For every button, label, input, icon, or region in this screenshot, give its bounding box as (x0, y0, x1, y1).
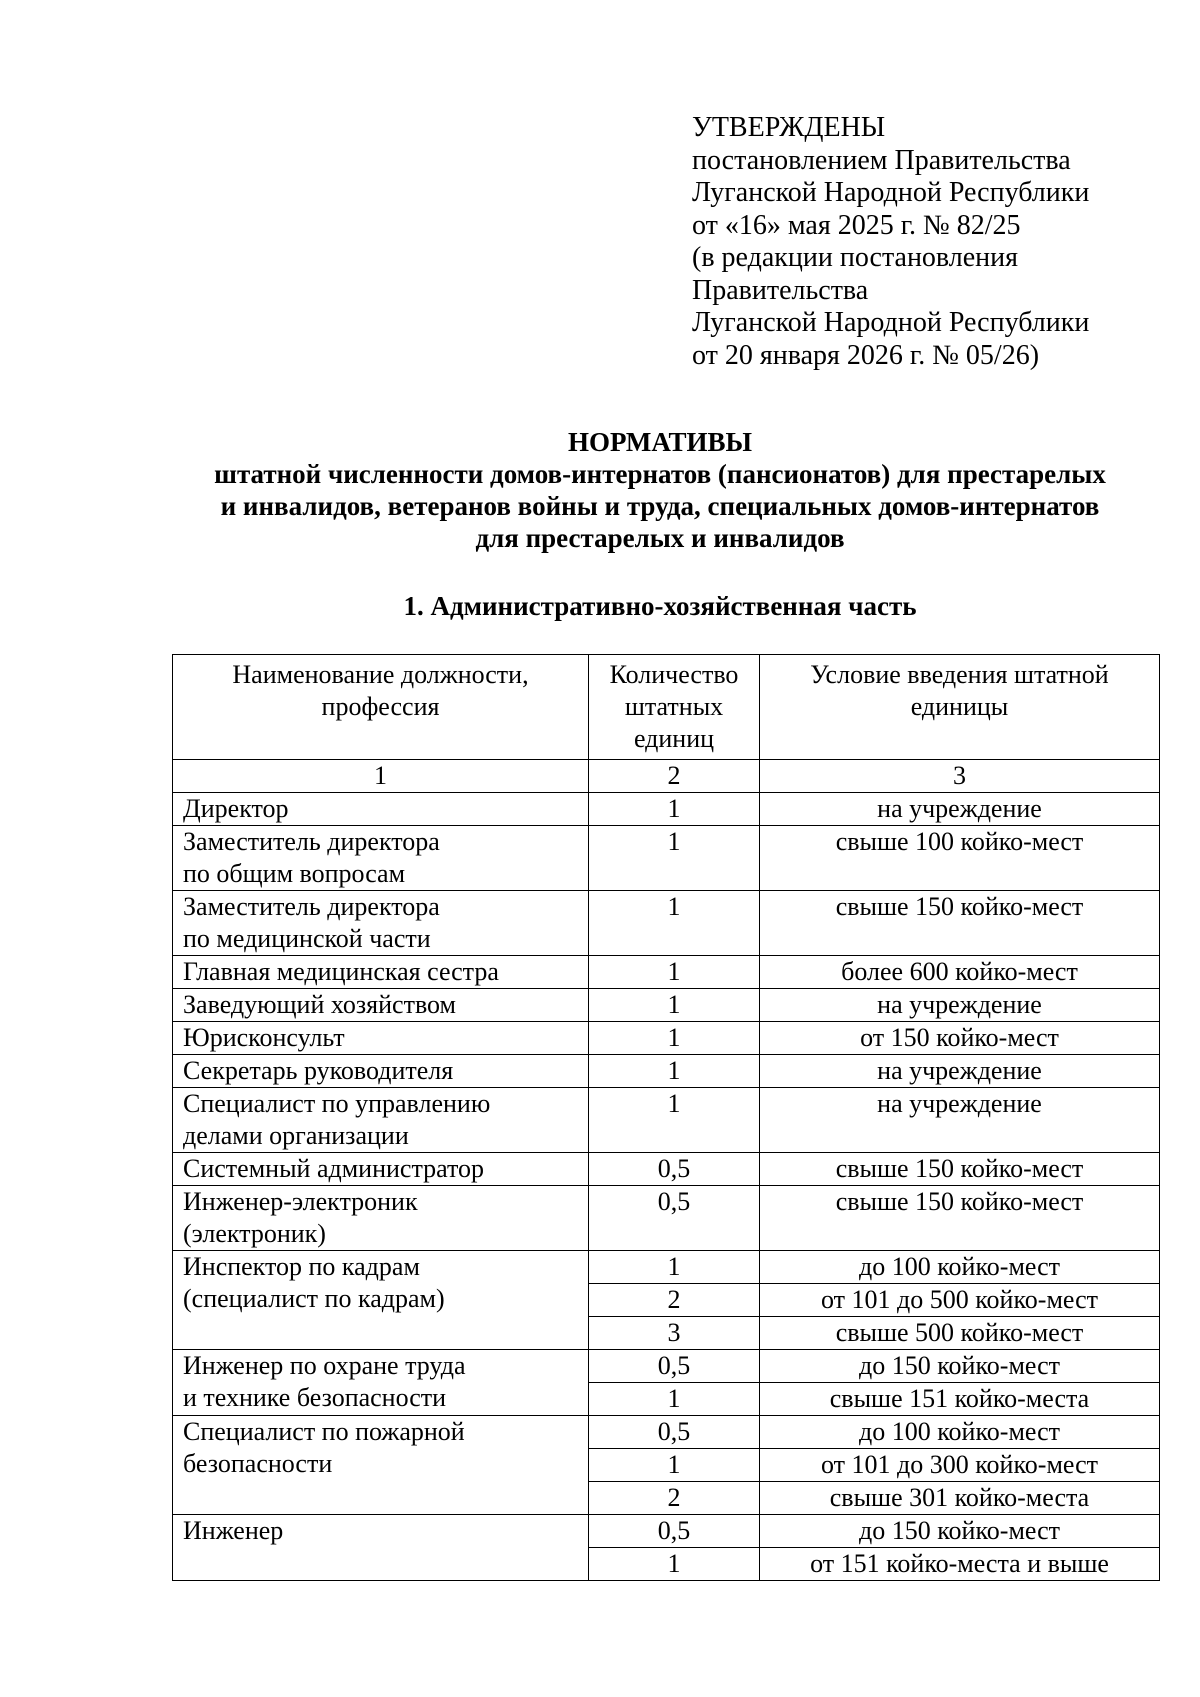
table-row (173, 1055, 1160, 1088)
condition-cell: до 150 койко-мест (760, 1515, 1160, 1548)
position-name: Директор (183, 794, 289, 823)
condition-cell: на учреждение (760, 1055, 1160, 1088)
table-row (173, 826, 1160, 891)
unit-count-cell: 1 (589, 1251, 760, 1284)
unit-count-cell: 0,5 (589, 1515, 760, 1548)
table-row (173, 891, 1160, 956)
unit-count-cell: 1 (589, 891, 760, 956)
position-name-cell (173, 1416, 589, 1515)
position-name: Заместитель директора (183, 827, 440, 856)
position-name-cell (173, 1515, 589, 1581)
position-name: Инженер (183, 1516, 284, 1545)
title-heading: НОРМАТИВЫ (567, 427, 753, 457)
unit-count-cell: 2 (589, 1482, 760, 1515)
position-name-cell (173, 1153, 589, 1186)
position-name: Инженер по охране труда (183, 1351, 466, 1380)
position-name: (специалист по кадрам) (183, 1284, 445, 1313)
position-name: Специалист по управлению (183, 1089, 491, 1118)
unit-count-cell: 0,5 (589, 1153, 760, 1186)
condition-cell: свыше 500 койко-мест (760, 1317, 1160, 1350)
approval-stamp (692, 112, 1089, 372)
position-name-cell (173, 1055, 589, 1088)
position-name-cell (173, 989, 589, 1022)
table-row (173, 1515, 1160, 1548)
condition-cell: до 100 койко-мест (760, 1416, 1160, 1449)
column-number: 1 (173, 760, 589, 793)
position-name: Системный администратор (183, 1154, 485, 1183)
position-name: (электроник) (183, 1219, 326, 1248)
position-name: Заведующий хозяйством (183, 990, 456, 1019)
unit-count-cell: 1 (589, 1449, 760, 1482)
column-number: 3 (760, 760, 1160, 793)
column-number: 2 (589, 760, 760, 793)
unit-count-cell: 0,5 (589, 1416, 760, 1449)
position-name: Заместитель директора (183, 892, 440, 921)
position-name-cell (173, 793, 589, 826)
header-condition: Условие введения штатной единицы (760, 655, 1160, 760)
column-number-row (173, 760, 1160, 793)
condition-cell: от 101 до 300 койко-мест (760, 1449, 1160, 1482)
header-position-name: Наименование должности, профессия (173, 655, 589, 760)
unit-count-cell: 3 (589, 1317, 760, 1350)
position-name-cell (173, 956, 589, 989)
position-name-cell (173, 1186, 589, 1251)
condition-cell: до 150 койко-мест (760, 1350, 1160, 1383)
position-name: делами организации (183, 1121, 409, 1150)
condition-cell: свыше 150 койко-мест (760, 1153, 1160, 1186)
unit-count-cell: 1 (589, 1383, 760, 1416)
position-name: безопасности (183, 1449, 333, 1478)
unit-count-cell: 1 (589, 793, 760, 826)
condition-cell: более 600 койко-мест (760, 956, 1160, 989)
position-name: Инспектор по кадрам (183, 1252, 420, 1281)
position-name-cell (173, 1251, 589, 1350)
approval-line: Луганской Народной Республики (692, 177, 1090, 208)
position-name: по медицинской части (183, 924, 431, 953)
position-name-cell (173, 891, 589, 956)
position-name: и технике безопасности (183, 1383, 447, 1412)
condition-cell: от 150 койко-мест (760, 1022, 1160, 1055)
position-name: Секретарь руководителя (183, 1056, 454, 1085)
condition-cell: свыше 150 койко-мест (760, 1186, 1160, 1251)
approval-line: Луганской Народной Республики (692, 307, 1090, 338)
position-name-cell (173, 1022, 589, 1055)
title-line: для престарелых и инвалидов (475, 523, 845, 553)
unit-count-cell: 1 (589, 1022, 760, 1055)
position-name: Инженер-электроник (183, 1187, 418, 1216)
unit-count-cell: 2 (589, 1284, 760, 1317)
unit-count-cell: 1 (589, 1548, 760, 1581)
table-row (173, 1416, 1160, 1449)
unit-count-cell: 1 (589, 956, 760, 989)
table-row (173, 1153, 1160, 1186)
unit-count-cell: 1 (589, 1088, 760, 1153)
condition-cell: свыше 150 койко-мест (760, 891, 1160, 956)
section-title: 1. Административно-хозяйственная часть (403, 591, 917, 621)
table-row (173, 793, 1160, 826)
header-unit-count: Количество штатных единиц (589, 655, 760, 760)
document-title (140, 426, 1180, 554)
condition-cell: на учреждение (760, 793, 1160, 826)
table-row (173, 1186, 1160, 1251)
title-line: и инвалидов, ветеранов войны и труда, специальных домов-интернатов (220, 491, 1100, 521)
approval-line: (в редакции постановления (692, 242, 1019, 273)
position-name: Главная медицинская сестра (183, 957, 499, 986)
unit-count-cell: 1 (589, 989, 760, 1022)
condition-cell: на учреждение (760, 1088, 1160, 1153)
condition-cell: на учреждение (760, 989, 1160, 1022)
position-name-cell (173, 1088, 589, 1153)
approval-line: постановлением Правительства (692, 144, 1071, 176)
condition-cell: от 101 до 500 койко-мест (760, 1284, 1160, 1317)
table-row (173, 989, 1160, 1022)
unit-count-cell: 1 (589, 1055, 760, 1088)
position-name: Специалист по пожарной (183, 1417, 465, 1446)
position-name: по общим вопросам (183, 859, 406, 888)
condition-cell: свыше 100 койко-мест (760, 826, 1160, 891)
position-name-cell (173, 826, 589, 891)
approval-line: от 20 января 2026 г. № 05/26) (692, 339, 1040, 371)
condition-cell: свыше 301 койко-места (760, 1482, 1160, 1515)
approval-line: от «16» мая 2025 г. № 82/25 (692, 209, 1021, 241)
position-name-cell (173, 1350, 589, 1416)
position-name: Юрисконсульт (183, 1023, 345, 1052)
table-row (173, 1350, 1160, 1383)
table-row (173, 956, 1160, 989)
table-row (173, 1251, 1160, 1284)
title-line: штатной численности домов-интернатов (пансионатов) для престарелых (214, 459, 1106, 489)
condition-cell: от 151 койко-места и выше (760, 1548, 1160, 1581)
unit-count-cell: 0,5 (589, 1350, 760, 1383)
table-header-row (173, 655, 1160, 760)
unit-count-cell: 0,5 (589, 1186, 760, 1251)
approval-line: УТВЕРЖДЕНЫ (692, 112, 886, 143)
approval-line: Правительства (692, 274, 869, 306)
staffing-norms-table (172, 654, 1160, 1581)
table-row (173, 1022, 1160, 1055)
unit-count-cell: 1 (589, 826, 760, 891)
condition-cell: до 100 койко-мест (760, 1251, 1160, 1284)
table-row (173, 1088, 1160, 1153)
condition-cell: свыше 151 койко-места (760, 1383, 1160, 1416)
